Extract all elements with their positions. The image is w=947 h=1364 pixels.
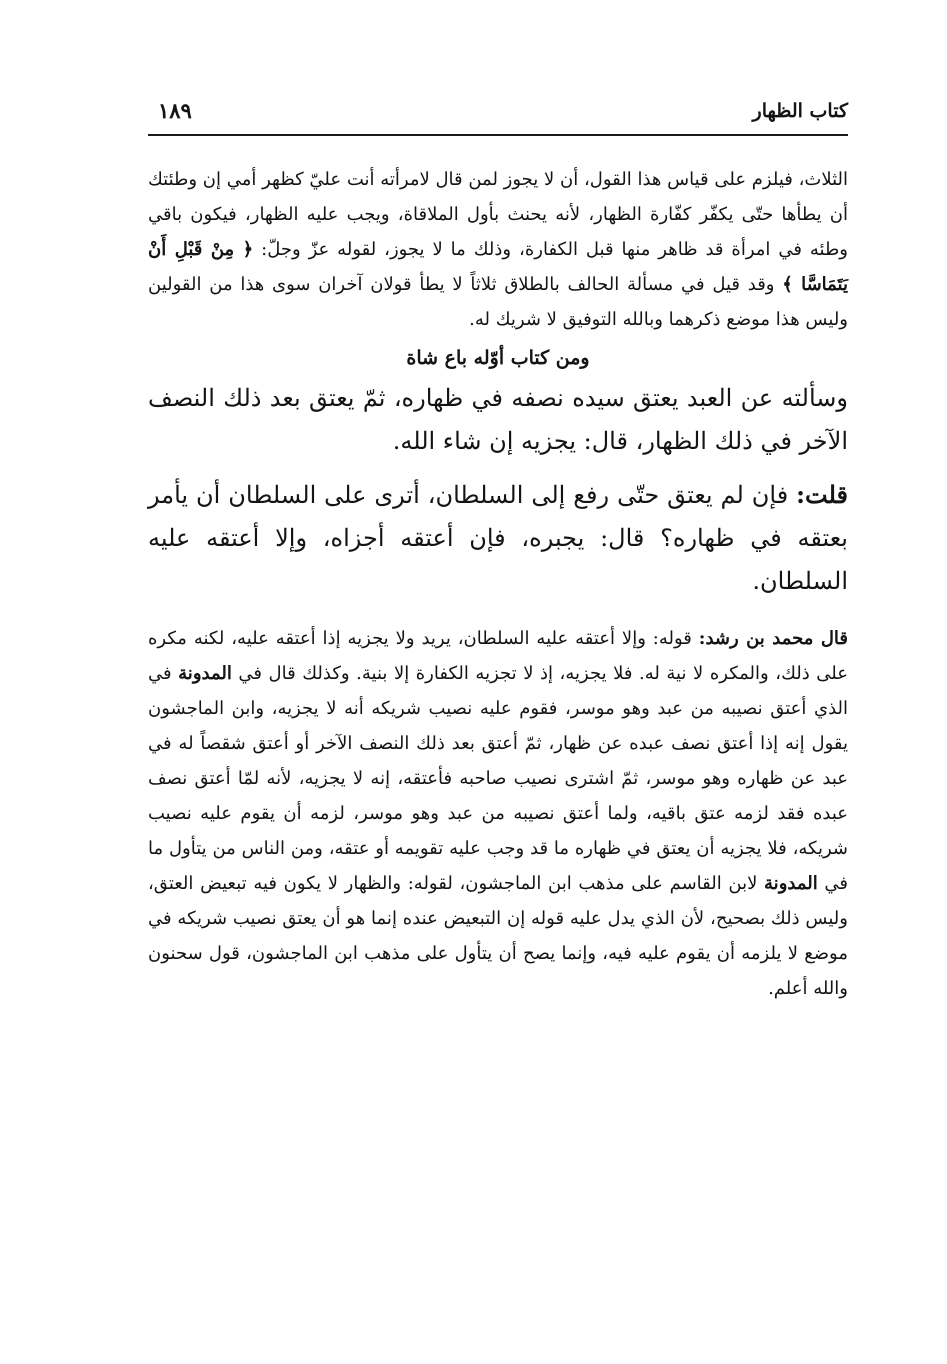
paragraph-4-text-c: في الذي أعتق نصيبه من عبد وهو موسر، فقوم عليه نصيب شريكه أنه لا يجزيه، وابن الماجشون يقول إنه إذا أعتق نصف عبده عن ظهار، ثمّ أعتق بعد ذلك النصف الآخر أو أعتق شقصاً له في عبد عن ظهاره وهو موسر، ثمّ اشترى نصيب صاحبه فأعتقه، إنه لا يجزيه، لأنه لمّا أعتق نصف عبده فقد لزمه عتق باقيه، ولما أعتق نصيبه من عبد وهو موسر، لزمه أن يقوم عليه نصيب شريكه، فلا يجزيه أن يعتق في ظهاره ما قد وجب عليه تقويمه أو عتقه، ومن الناس من يتأول ما في xyxy=(148,663,848,894)
book-reference-mudawwana-2: المدونة xyxy=(764,873,818,894)
paragraph-3 xyxy=(148,473,848,603)
paragraph-4-text-e: لابن القاسم على مذهب ابن الماجشون، لقوله: والظهار لا يكون فيه تبعيض العتق، وليس ذلك بصحيح، لأن الذي يدل عليه قوله إن التبعيض عنده إنما هو أن يعتق نصيب شريكه في موضع لا يلزمه أن يقوم عليه فيه، وإنما يصح أن يتأول على مذهب ابن الماجشون، قول سحنون والله أعلم. xyxy=(148,873,848,999)
paragraph-1 xyxy=(148,162,848,337)
paragraph-4-text-a: قوله: وإلا أعتقه عليه السلطان، يريد ولا يجزيه إذا أعتقه عليه، لكنه مكره على ذلك، والمكره لا نية له. فلا يجزيه، إذ لا تجزيه الكفارة إلا بنية. وكذلك قال في xyxy=(148,628,848,684)
page-number: ١٨٩ xyxy=(158,98,192,123)
paragraph-2-text: وسألته عن العبد يعتق سيده نصفه في ظهاره، ثمّ يعتق بعد ذلك النصف الآخر في ذلك الظهار، قال: يجزيه إن شاء الله. xyxy=(148,384,848,455)
chapter-title: كتاب الظهار xyxy=(752,100,848,122)
running-header xyxy=(148,96,848,136)
paragraph-4 xyxy=(148,621,848,1006)
paragraph-1-rest: وقد قيل في مسألة الحالف بالطلاق ثلاثاً لا يطأ قولان آخران سوى هذا من القولين وليس هذا موضع ذكرهما وبالله التوفيق لا شريك له. xyxy=(148,274,848,330)
section-heading: ومن كتاب أوّله باع شاة xyxy=(406,347,590,369)
paragraph-2 xyxy=(148,377,848,463)
paragraph-1-text: الثلاث، فيلزم على قياس هذا القول، أن لا يجوز لمن قال لامرأته أنت عليّ كظهر أمي إن وطئتك أن يطأها حتّى يكفّر كفّارة الظهار، لأنه يحنث بأول الملاقاة، ويجب عليه الظهار، فيكون باقي وطئه في امرأة قد ظاهر منها قبل الكفارة، وذلك ما لا يجوز، لقوله عزّ وجلّ: xyxy=(148,169,849,260)
paragraph-3-text: فإن لم يعتق حتّى رفع إلى السلطان، أترى على السلطان أن يأمر بعتقه في ظهاره؟ قال: يجبره، فإن أعتقه أجزاه، وإلا أعتقه عليه السلطان. xyxy=(148,481,848,595)
book-reference-mudawwana: المدونة xyxy=(178,663,232,684)
quran-verse: ﴿ مِنْ قَبْلِ أَنْ يَتَمَاسَّا ﴾ xyxy=(148,239,848,295)
page-body xyxy=(148,136,848,1006)
paragraph-3-speaker: قلت: xyxy=(796,480,848,509)
book-page xyxy=(148,96,848,1006)
paragraph-4-speaker: قال محمد بن رشد: xyxy=(698,628,848,649)
